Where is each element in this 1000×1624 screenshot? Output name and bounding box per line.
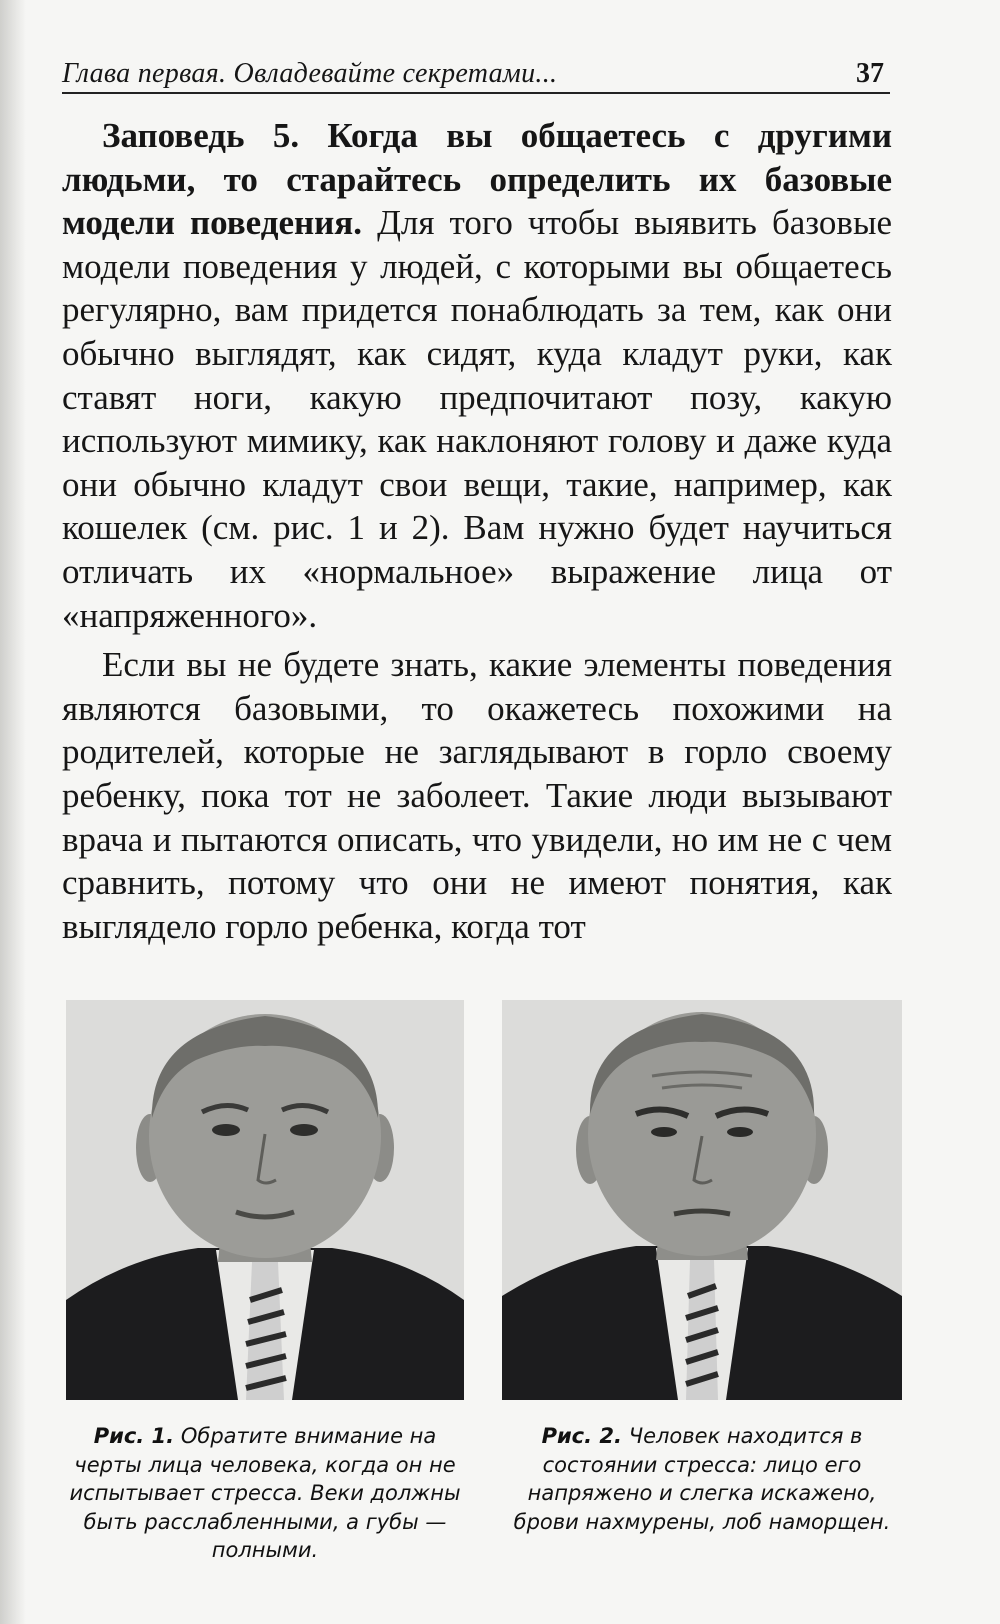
figure-2-photo <box>502 1000 902 1400</box>
figure-1-label: Рис. 1. <box>93 1424 175 1448</box>
paragraph-2: Если вы не будете знать, какие элементы поведения являются базовыми, то окажетесь похожими на родителей, которые не заглядывают в горло своему ребенку, пока тот не заболеет. Такие люди вызывают врача и пытаются описать, что увидели, но им не с чем сравнить, потому что они не имеют понятия, как выглядело горло ребенка, когда тот <box>62 645 892 946</box>
running-head: Глава первая. Овладевайте секретами... <box>62 58 558 89</box>
paragraph-1-text: Для того чтобы выявить базовые модели поведения у людей, с которыми вы общаетесь регулярно, вам придется понаблюдать за тем, как они обычно выглядят, как сидят, куда кладут руки, как ставят ноги, какую предпочитают позу, какую используют мимику, как наклоняют голову и даже куда они обычно кладут свои вещи, такие, например, как кошелек (см. рис. 1 и 2). Вам нужно будет научиться отличать их «нормальное» выражение лица от «напряженного». <box>62 203 892 635</box>
figure-1-photo <box>66 1000 464 1400</box>
figure-2-caption-text: Человек находится в состоянии стресса: лицо его напряжено и слегка искажено, брови нахмурены, лоб наморщен. <box>513 1424 891 1534</box>
figure-2 <box>502 1000 902 1536</box>
commandment-heading: Заповедь 5. Когда вы общаетесь с другими людьми, то старайтесь определить их базовые модели поведения. <box>62 116 892 243</box>
figure-2-caption <box>502 1422 902 1536</box>
page-edge-shadow <box>0 0 26 1624</box>
figure-1-caption <box>66 1422 464 1565</box>
paragraph-1 <box>62 114 892 637</box>
figure-1 <box>66 1000 464 1565</box>
page-header <box>62 58 890 94</box>
figure-1-caption-text: Обратите внимание на черты лица человека, когда он не испытывает стресса. Веки должны быть расслабленными, а губы — полными. <box>69 1424 461 1562</box>
body-text <box>62 114 892 948</box>
figure-2-label: Рис. 2. <box>541 1424 622 1448</box>
page-number: 37 <box>856 58 884 89</box>
